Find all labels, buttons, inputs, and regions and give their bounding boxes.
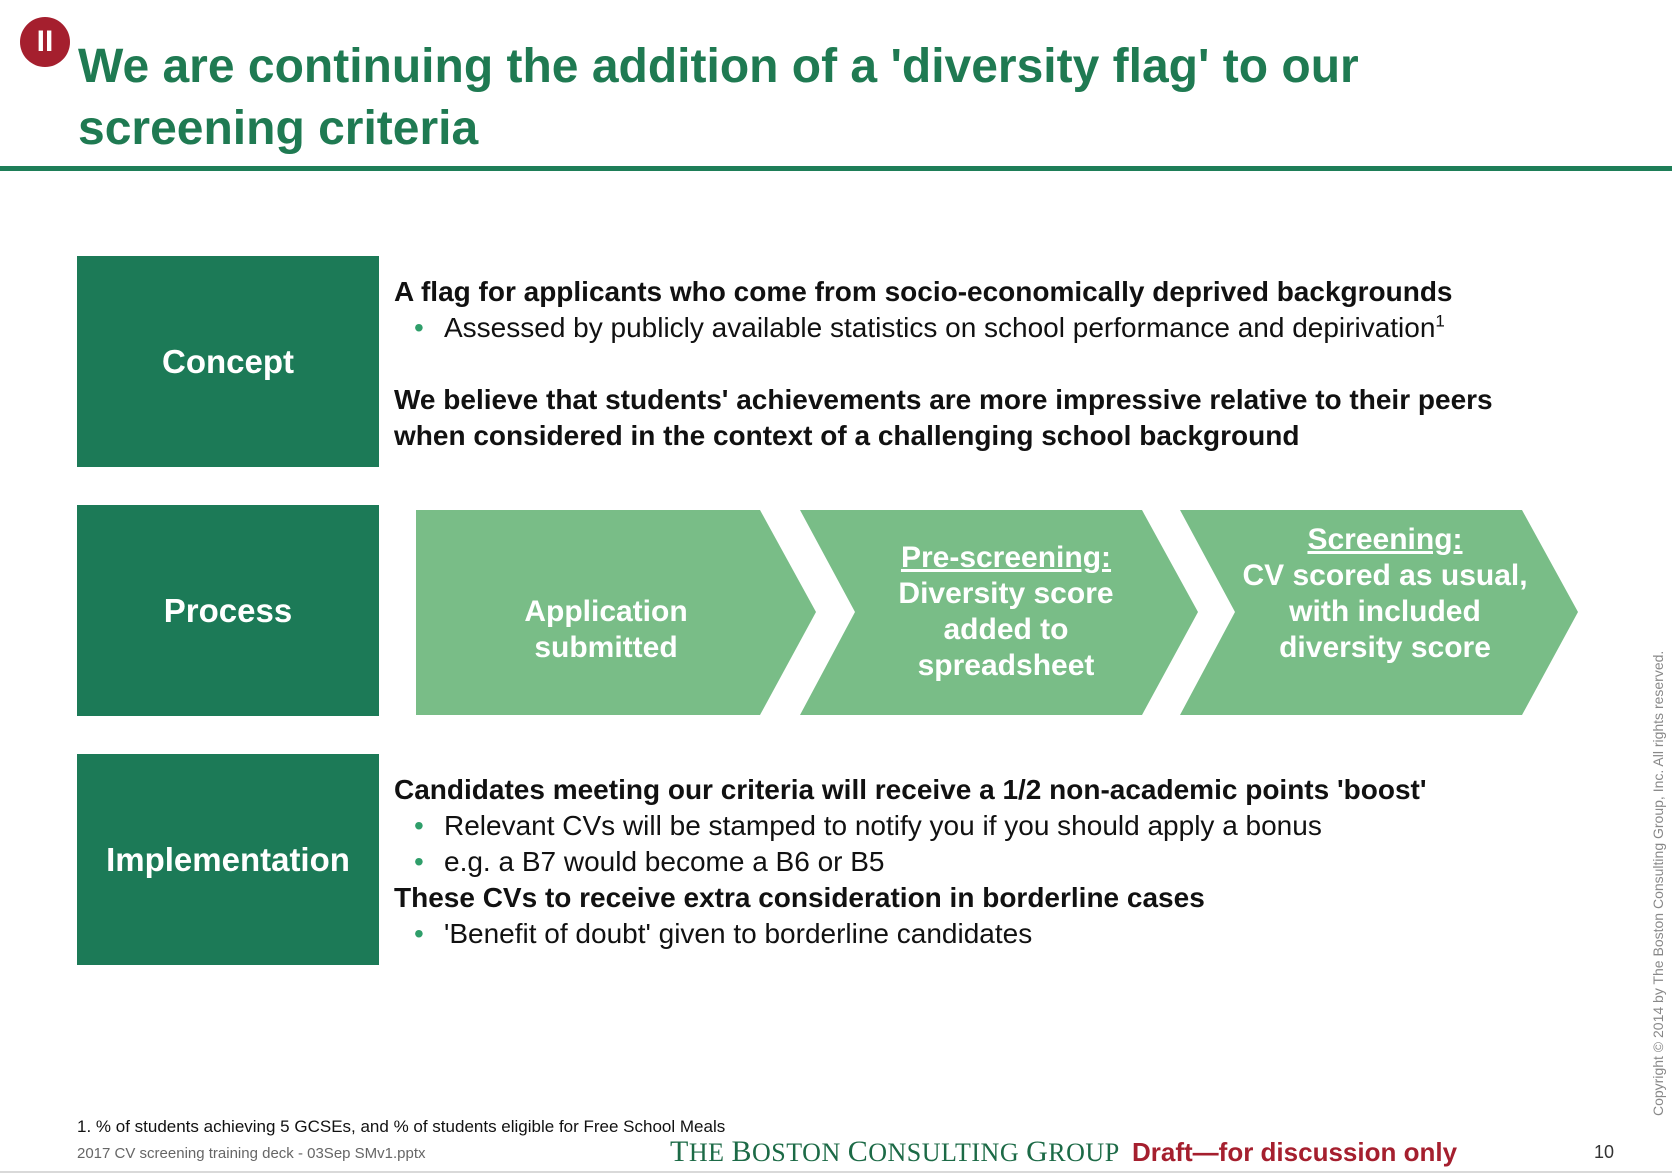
section-badge: II: [20, 17, 70, 67]
concept-bullet-text: Assessed by publicly available statistics on school performance and depirivation$^1$: [444, 311, 1445, 343]
bullet-dot-icon: •: [414, 312, 424, 343]
concept-text: [394, 274, 1644, 454]
page-number: 10: [1594, 1142, 1615, 1162]
implementation-bullet-text: 'Benefit of doubt' given to borderline candidates: [444, 918, 1033, 949]
implementation-text: [394, 772, 1644, 952]
process-step-2-text: Diversity score added to spreadsheet: [898, 577, 1114, 682]
implementation-subheadline: These CVs to receive extra consideration in borderline cases: [394, 882, 1205, 913]
concept-label-box: [77, 256, 379, 467]
process-label: Process: [163, 591, 293, 629]
process-step-2: [861, 540, 1151, 684]
draft-label: Draft—for discussion only: [1132, 1137, 1458, 1167]
implementation-label-box: [77, 754, 379, 965]
process-step-3: [1240, 522, 1530, 666]
concept-label: Concept: [162, 342, 294, 380]
implementation-bullet: [394, 844, 1644, 880]
process-step-2-heading: Pre-screening:: [900, 541, 1112, 574]
bottom-divider: [0, 1171, 1672, 1173]
process-step-1: [461, 594, 751, 666]
bcg-logo: THE BOSTON CONSULTING GROUP: [670, 1135, 1120, 1168]
implementation-bullet-text: Relevant CVs will be stamped to notify you if you should apply a bonus: [444, 810, 1322, 841]
implementation-bullet-text: e.g. a B7 would become a B6 or B5: [444, 846, 885, 877]
process-step-1-text: Application submitted: [524, 595, 688, 664]
file-label: 2017 CV screening training deck - 03Sep SMv1.pptx: [77, 1145, 426, 1162]
concept-headline: A flag for applicants who come from socio-economically deprived backgrounds: [394, 276, 1453, 307]
footnote: 1. % of students achieving 5 GCSEs, and % of students eligible for Free School Meals: [77, 1117, 726, 1136]
implementation-headline: Candidates meeting our criteria will receive a 1/2 non-academic points 'boost': [394, 774, 1427, 805]
implementation-label: Implementation: [106, 840, 350, 878]
page-title: We are continuing the addition of a 'diversity flag' to our screening criteria: [78, 40, 1359, 155]
concept-belief-line-1: We believe that students' achievements are more impressive relative to their peers: [394, 384, 1493, 415]
bullet-dot-icon: •: [414, 846, 424, 877]
process-step-3-text: CV scored as usual, with included diversity score: [1242, 559, 1528, 664]
concept-belief-line-2: when considered in the context of a challenging school background: [394, 420, 1300, 451]
process-label-box: [77, 505, 379, 716]
implementation-bullet: [394, 916, 1644, 952]
concept-bullet: [394, 310, 1644, 346]
copyright-notice: Copyright © 2014 by The Boston Consulting Group, Inc. All rights reserved.: [1650, 650, 1666, 1116]
process-step-3-heading: Screening:: [1307, 523, 1463, 556]
title-divider: [0, 166, 1672, 171]
bullet-dot-icon: •: [414, 810, 424, 841]
bullet-dot-icon: •: [414, 918, 424, 949]
implementation-bullet: [394, 808, 1644, 844]
footnote-ref: 1: [1435, 311, 1445, 331]
